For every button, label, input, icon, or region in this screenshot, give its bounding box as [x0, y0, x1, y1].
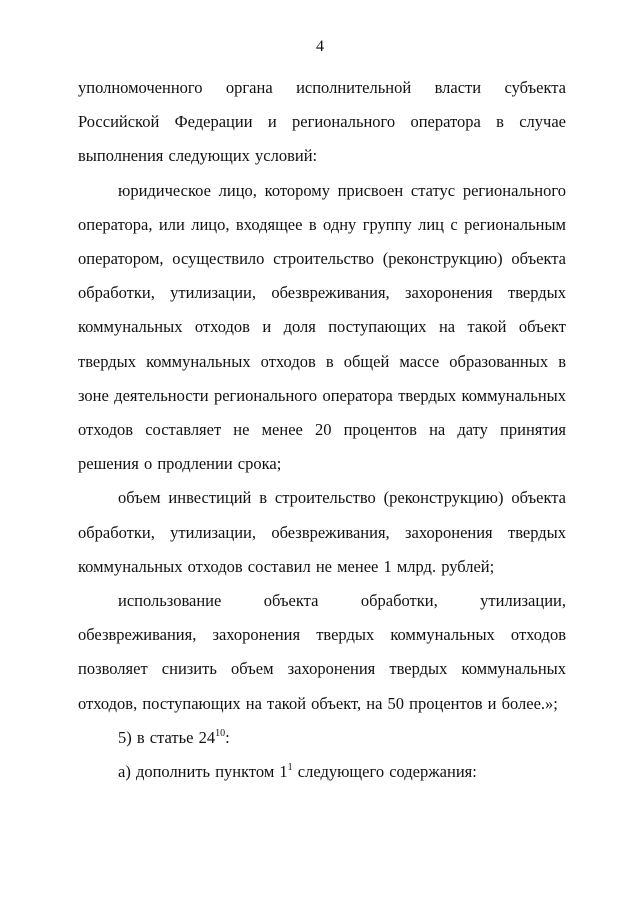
item-5a-text: а) дополнить пунктом 1 [118, 762, 288, 782]
item-5a-suffix: следующего содержания: [292, 762, 477, 782]
paragraph-condition-2: объем инвестиций в строительство (реконструкцию) объекта обработки, утилизации, обезвреживания, захоронения твердых коммунальных отходов составил не менее 1 млрд. рублей; [78, 488, 566, 576]
paragraph-condition-1: юридическое лицо, которому присвоен статус регионального оператора, или лицо, входящее в одну группу лиц с региональным оператором, осуществило строительство (реконструкцию) объекта обработки, утилизации, обезвреживания, захоронения твердых коммунальных отходов и доля поступающих на такой объект твердых коммунальных отходов в общей массе образованных в зоне деятельности регионального оператора твердых коммунальных отходов составляет не менее 20 процентов на дату принятия решения о продлении срока; [78, 180, 566, 474]
paragraph-item-5a [78, 755, 566, 789]
paragraph-item-5 [78, 721, 566, 755]
item-5-text: 5) в статье 24 [118, 727, 216, 747]
page-number: 4 [316, 38, 324, 55]
paragraph-condition-3: использование объекта обработки, утилизации, обезвреживания, захоронения твердых коммунальных отходов позволяет снизить объем захоронения твердых коммунальных отходов, поступающих на такой объект, на 50 процентов и более.»; [78, 591, 566, 713]
item-5-superscript: 10 [215, 727, 226, 739]
document-body [78, 71, 566, 789]
paragraph-intro: уполномоченного органа исполнительной власти субъекта Российской Федерации и регионального оператора в случае выполнения следующих условий: [78, 78, 566, 166]
item-5a-superscript: 1 [287, 762, 293, 774]
item-5-suffix: : [225, 727, 230, 747]
